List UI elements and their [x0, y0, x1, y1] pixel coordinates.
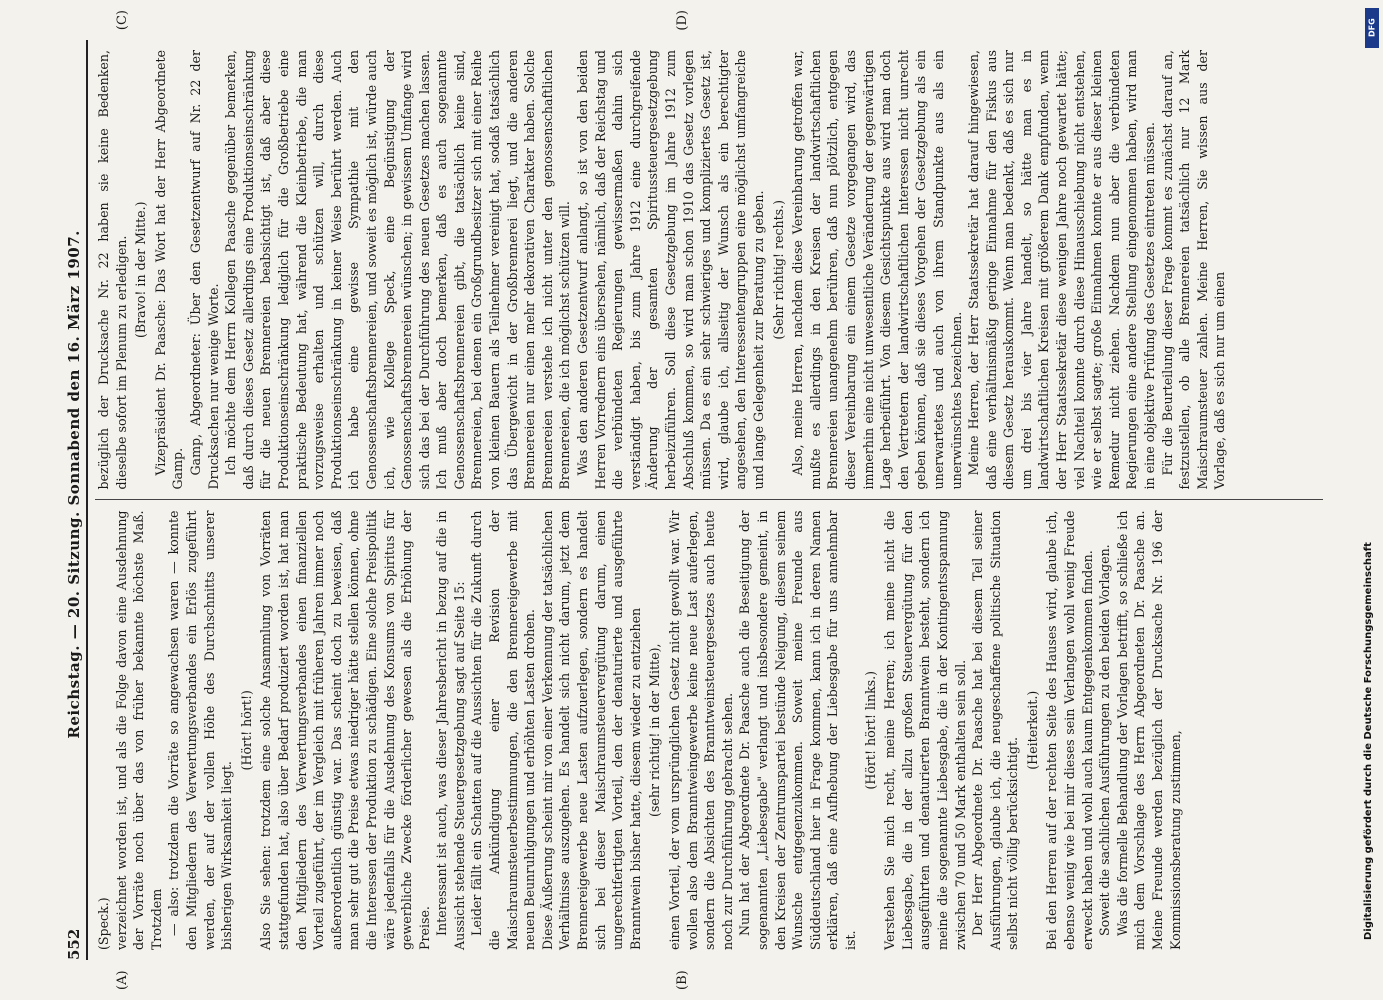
page-content: [55, 10, 1323, 990]
left-paragraph: Nun hat der Abgeordnete Dr. Paasche auch die Beseitigung der sogenannten „Liebesgabe" verlangt und insbesondere gemeint, in den Kreisen der Zentrumspartei bestünde Neigung, diesem seinem Wunsche entgegenzukommen. Soweit meine Freunde aus Süddeutschland hier in Frage kommen, kann ich in deren Namen erklären, daß eine Aufhebung der Liebesgabe für uns annehmbar ist.: [737, 510, 858, 950]
left-paragraph: Also Sie sehen: trotzdem eine solche Ansammlung von Vorräten stattgefunden hat, also über Bedarf produziert worden ist, hat man den Mitgliedern des Verwertungsverbandes einen finanziellen Vorteil zugeführt, der im Vergleich mit früheren Jahren immer noch außerordentlich günstig war. Das scheint doch zu beweisen, daß man sehr gut die Preise etwas niedriger hätte stellen können, ohne die Interessen der Produktion zu schädigen. Eine solche Preispolitik wäre jedenfalls für die Ausdehnung des Konsums von Spiritus für gewerbliche Zwecke förderlicher gewesen als die Erhöhung der Preise.: [258, 510, 432, 950]
left-paragraph: Leider fällt ein Schatten auf die Aussichten für die Zukunft durch die Ankündigung einer Revision der Maischraumsteuerbestimmungen, die den Brennereigewerbe mit neuen Beunruhigungen und erhöhten Lasten drohen.: [469, 510, 538, 950]
right-paragraph: (Sehr richtig! rechts.): [770, 199, 786, 340]
left-paragraph: — also: trotzdem die Vorräte so angewachsen waren — konnte den Mitgliedern des Verwertungsverbandes ein Erlös zugeführt werden, der auf der vollen Höhe des Durchschnitts unserer bisherigen Wirksamkeit liegt.: [166, 510, 235, 950]
left-paragraph: Der Herr Abgeordnete Dr. Paasche hat bei diesem Teil seiner Ausführungen, glaube ich, die neugeschaffene politische Situation selbst nicht völlig berücksichtigt.: [970, 510, 1021, 950]
left-paragraph: Diese Äußerung scheint mir von einer Verkennung der tatsächlichen Verhältnisse auszugehen. Es handelt sich nicht darum, jetzt dem Brennereigewerbe neue Lasten aufzuerlegen, sondern es handelt sich bei dieser Maischraumsteuervergütung darum, einen ungerechtfertigten Vorteil, den der denaturierte und ausgeführte Branntwein bisher hatte, diesem wieder zu entziehen: [539, 510, 643, 950]
left-paragraph: (sehr richtig! in der Mitte),: [647, 643, 663, 817]
right-paragraph: bezüglich der Drucksache Nr. 22 haben sie keine Bedenken, dieselbe sofort im Plenum zu erledigen.: [96, 50, 129, 490]
right-paragraph: (Bravo! in der Mitte.): [133, 201, 149, 339]
right-paragraph: Was den anderen Gesetzentwurf anlangt, so ist von den beiden Herren Vorrednern eins übersehen, nämlich, daß der Reichstag und die verbündeten Regierungen gewissermaßen dahin sich verständigt haben, bis zum Jahre 1912 eine durchgreifende Änderung der gesamten Spiritussteuergesetzgebung herbeizuführen. Soll diese Gesetzgebung im Jahre 1912 zum Abschluß kommen, so wird man schon 1910 das Gesetz vorlegen müssen. Da es ein sehr schwieriges und kompliziertes Gesetz ist, wird, glaube ich, allseitig der Wunsch als ein berechtigter angesehen, den Interessentengruppen eine möglichst umfangreiche und lange Gelegenheit zur Beratung zu geben.: [575, 50, 766, 490]
page-header: [55, 40, 88, 960]
left-paragraph: (Speck.): [96, 897, 111, 950]
margin-marker-b: (B): [675, 970, 690, 990]
digitization-credit: Digitalisierung gefördert durch die Deutsche Forschungsgemeinschaft: [1363, 542, 1374, 940]
left-paragraph: (Hört! hört!): [238, 690, 254, 771]
left-paragraph: (Hört! hört! links.): [862, 670, 878, 790]
right-paragraph: Gamp, Abgeordneter: Über den Gesetzentwurf auf Nr. 22 der Drucksachen nur wenige Worte.: [187, 50, 221, 490]
right-column: [95, 40, 1323, 500]
dfg-logo: DFG: [1365, 8, 1379, 48]
left-paragraph: Verstehen Sie mich recht, meine Herren; ich meine nicht die Liebesgabe, die in der allzu großen Steuervergütung für den ausgeführten und denaturierten Branntwein besteht, sondern ich meine die sogenannte Liebesgabe, die in der Kontingentsspannung zwischen 70 und 50 Mark enthalten sein soll.: [882, 510, 968, 950]
margin-marker-a: (A): [115, 970, 130, 990]
page-number: 552: [65, 928, 83, 960]
page-title: Reichstag. — 20. Sitzung. Sonnabend den 16. März 1907.: [65, 230, 83, 739]
left-paragraph: Bei den Herren auf der rechten Seite des Hauses wird, glaube ich, ebenso wenig wie bei mir dieses sein Verlangen wohl wenig Freude erweckt haben und wohl auch kaum Entgegenkommen finden.: [1044, 510, 1095, 950]
right-paragraph: Meine Herren, der Herr Staatssekretär hat darauf hingewiesen, daß eine verhältnismäßig geringe Einnahme für den Fiskus aus diesem Gesetz herauskommt. Wenn man bedenkt, daß es sich nur um drei bis vier Jahre handelt, so hätte man es in landwirtschaftlichen Kreisen mit größerem Dank empfunden, wenn der Herr Staatssekretär diese wenigen Jahre noch gewartet hätte; viel Nachteil konnte durch diese Hinausschiebung nicht entstehen, wie er selbst sagte; große Einnahmen konnte er aus dieser kleinen Remedur nicht ziehen. Nachdem nun aber die verbündeten Regierungen eine andere Stellung eingenommen haben, wird man in eine objektive Prüfung des Gesetzes eintreten müssen.: [966, 50, 1158, 490]
right-paragraph: Also, meine Herren, nachdem diese Vereinbarung getroffen war, mußte es allerdings in den Kreisen der landwirtschaftlichen Brennereien unangenehm berühren, daß nun plötzlich, entgegen dieser Vereinbarung ein einem Gesetze vorgegangen wird, das immerhin eine nicht unwesentliche Veränderung der gegenwärtigen Lage herbeiführt. Von diesem Gesichtspunkte aus wird man doch den Vertretern der landwirtschaftlichen Interessen nicht unrecht geben können, daß sie dieses Vorgehen der Gesetzgebung als ein unerwartetes und auch von ihrem Standpunkte aus als ein unerwünschtes bezeichnen.: [790, 50, 964, 490]
right-paragraph: Ich möchte dem Herrn Kollegen Paasche gegenüber bemerken, daß durch dieses Gesetz allerdings eine Produktionseinschränkung für die neuen Brennereien beabsichtigt ist, daß aber diese Produktionseinschränkung lediglich für die Großbetriebe eine praktische Bedeutung hat, während die Kleinbetriebe, die man vorzugsweise erhalten und schützen will, durch diese Produktionseinschränkung in keiner Weise berührt werden. Auch ich habe eine gewisse Sympathie mit den Genossenschaftsbrennereien, und soweit es möglich ist, würde auch ich, wie Kollege Speck, eine Begünstigung der Genossenschaftsbrennereien wünschen; in gewissem Umfange wird sich das bei der Durchführung des neuen Gesetzes machen lassen. Ich muß aber doch bemerken, daß es auch sogenannte Genossenschaftsbrennereien gibt, die tatsächlich keine sind, Brennereien, bei denen ein Großgrundbesitzer sich mit einer Reihe von kleinen Bauern als Teilnehmer vereinigt hat, sodaß tatsächlich das Übergewicht in der Großbrennerei liegt, und die anderen Brennereien nur einen mehr dekorativen Charakter haben. Solche Brennereien verstehe ich nicht unter den genossenschaftlichen Brennereien, die ich möglichst schützen will.: [223, 50, 573, 490]
left-paragraph: einen Vorteil, der vom ursprünglichen Gesetz nicht gewollt war. Wir wollen also dem Branntweingewerbe keine neue Last auferlegen, sondern die Absichten des Branntweinsteuergesetzes auch heute noch zur Durchführung gebracht sehen.: [667, 510, 735, 950]
left-column: [95, 500, 1323, 961]
left-paragraph: (Heiterkeit.): [1024, 690, 1040, 770]
right-paragraph: Vizepräsident Dr. Paasche: Das Wort hat der Herr Abgeordnete Gamp.: [152, 50, 186, 490]
right-paragraph: Für die Beurteilung dieser Frage kommt es zunächst darauf an, festzustellen, ob alle Brennereien tatsächlich nur 12 Mark Maischraumsteuer zahlen. Meine Herren, Sie wissen aus der Vorlage, daß es sich nur um einen: [1159, 50, 1228, 490]
text-columns: [95, 40, 1323, 960]
left-paragraph: verzeichnet worden ist, und als die Folge davon eine Ausdehnung der Vorräte noch über das von früher bekannte höchste Maß. Trotzdem: [113, 510, 164, 950]
left-paragraph: Interessant ist auch, was dieser Jahresbericht in bezug auf die in Aussicht stehende Steuergesetzgebung sagt auf Seite 15:: [434, 510, 467, 950]
margin-marker-d: (D): [675, 10, 690, 31]
margin-marker-c: (C): [115, 10, 130, 31]
left-paragraph: Was die formelle Behandlung der Vorlagen betrifft, so schließe ich mich dem Vorschlage des Herrn Abgeordneten Dr. Paasche an. Meine Freunde werden bezüglich der Drucksache Nr. 196 der Kommissionsberatung zustimmen,: [1114, 510, 1183, 950]
left-paragraph: Soweit die sachlichen Ausführungen zu den beiden Vorlagen.: [1097, 544, 1113, 936]
